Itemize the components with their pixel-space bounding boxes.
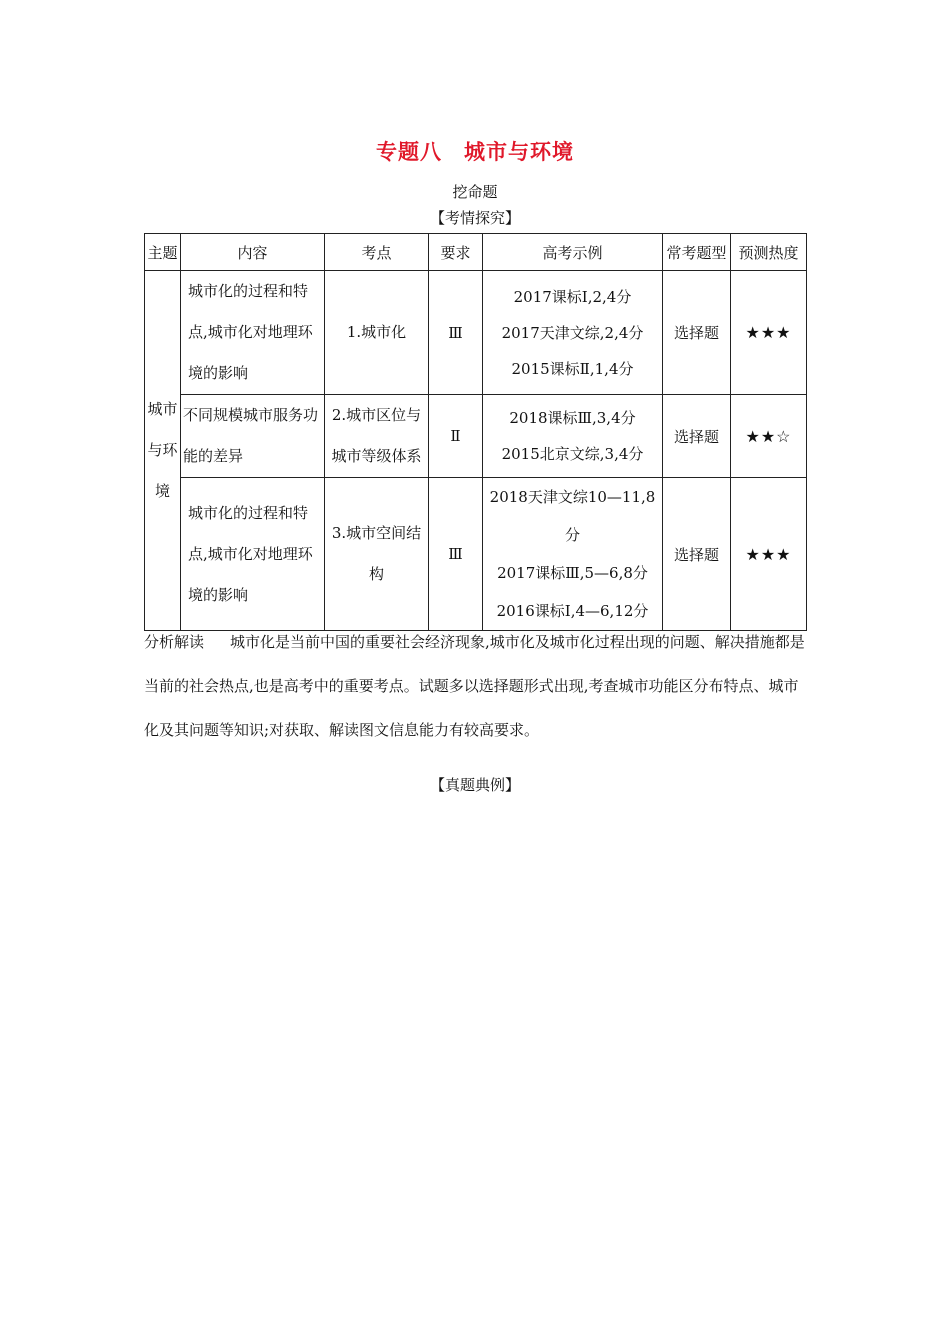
example-item: 2015课标Ⅱ,1,4分 — [511, 359, 634, 378]
example-item: 2018课标Ⅲ,3,4分 — [509, 409, 636, 427]
examples-cell — [483, 395, 663, 478]
example-item: 2016课标Ⅰ,4—6,12分 — [496, 602, 649, 620]
heat-rating: ★★★ — [731, 271, 807, 395]
point-cell: 3.城市空间结构 — [325, 478, 429, 631]
header-examples: 高考示例 — [483, 234, 663, 271]
examples-cell — [483, 271, 663, 395]
type-cell: 选择题 — [663, 395, 731, 478]
point-cell: 2.城市区位与城市等级体系 — [325, 395, 429, 478]
point-cell: 1.城市化 — [325, 271, 429, 395]
table-header-row — [145, 234, 807, 271]
header-point: 考点 — [325, 234, 429, 271]
content-cell: 城市化的过程和特点,城市化对地理环境的影响 — [181, 271, 325, 395]
page-title: 专题八 城市与环境 — [376, 139, 574, 164]
header-heat: 预测热度 — [731, 234, 807, 271]
table-row — [145, 478, 807, 631]
analysis-label: 分析解读 — [144, 633, 205, 651]
analysis-text: 城市化是当前中国的重要社会经济现象,城市化及城市化过程出现的问题、解决措施都是当前的社会热点,也是高考中的重要考点。试题多以选择题形式出现,考查城市功能区分布特点、城市化及其问题等知识;对获取、解读图文信息能力有较高要求。 — [144, 633, 805, 739]
section-heading-zhenti: 【真题典例】 — [429, 776, 520, 794]
type-cell: 选择题 — [663, 271, 731, 395]
analysis-paragraph — [144, 620, 806, 752]
example-item: 2015北京文综,3,4分 — [501, 445, 644, 463]
theme-cell: 城市与环境 — [145, 271, 181, 631]
heat-rating: ★★★ — [731, 478, 807, 631]
table-row — [145, 271, 807, 395]
examples-cell — [483, 478, 663, 631]
table-row — [145, 395, 807, 478]
requirement-cell: Ⅲ — [429, 478, 483, 631]
example-item: 2017天津文综,2,4分 — [501, 323, 644, 342]
example-item: 2017课标Ⅰ,2,4分 — [513, 287, 632, 306]
header-content: 内容 — [181, 234, 325, 271]
section-heading-kaoqing: 【考情探究】 — [429, 209, 520, 227]
example-item: 2017课标Ⅲ,5—6,8分 — [497, 564, 648, 582]
header-theme: 主题 — [145, 234, 181, 271]
content-cell: 不同规模城市服务功能的差异 — [181, 395, 325, 478]
type-cell: 选择题 — [663, 478, 731, 631]
requirement-cell: Ⅲ — [429, 271, 483, 395]
header-type: 常考题型 — [663, 234, 731, 271]
heat-rating: ★★☆ — [731, 395, 807, 478]
header-requirement: 要求 — [429, 234, 483, 271]
subtitle: 挖命题 — [452, 183, 498, 201]
content-cell: 城市化的过程和特点,城市化对地理环境的影响 — [181, 478, 325, 631]
exam-info-table — [144, 233, 807, 631]
requirement-cell: Ⅱ — [429, 395, 483, 478]
example-item: 2018天津文综10—11,8分 — [489, 488, 656, 544]
